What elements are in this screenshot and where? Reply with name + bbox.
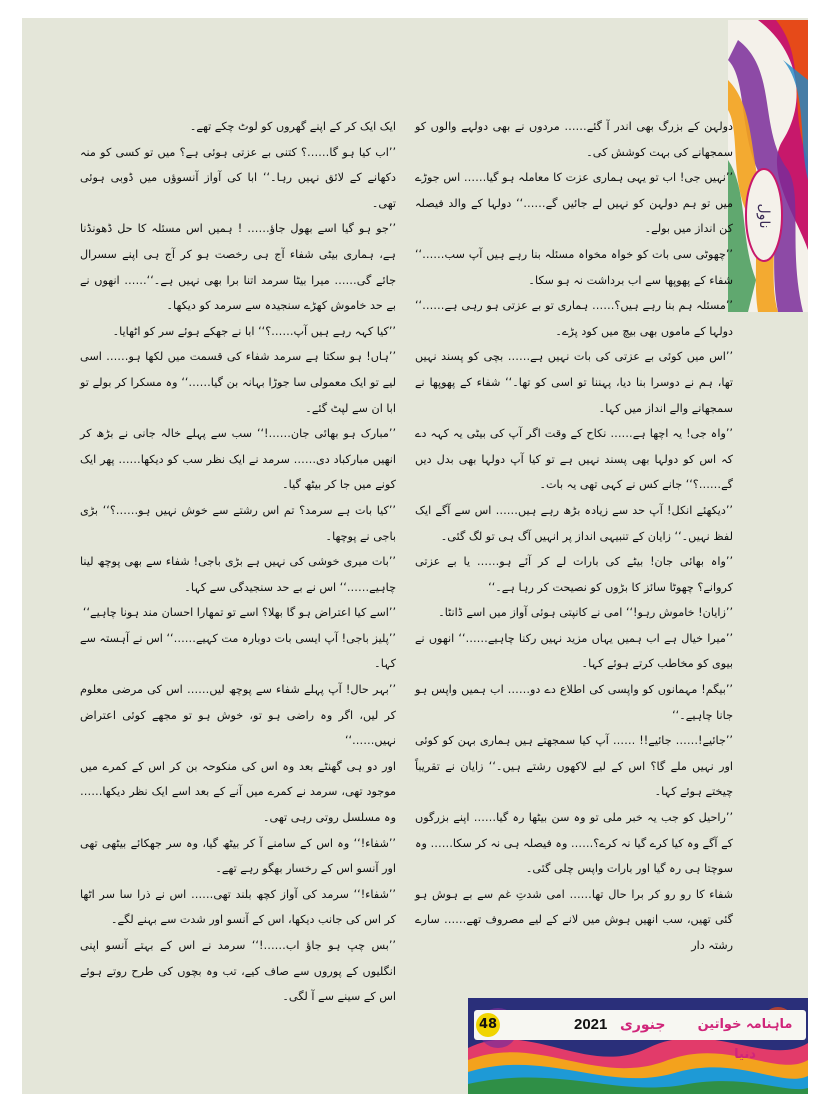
- paragraph: ’’مبارک ہو بھائی جان……!‘‘ سب سے پہلے خالہ جانی نے بڑھ کر انھیں مبارکباد دی…… سرمد نے ایک نظر سب کو دیکھا…… پھر ایک کونے میں جا کر بیٹھ گیا۔: [80, 427, 396, 492]
- paragraph: ’’جائیے!…… جائیے!! …… آپ کیا سمجھتے ہیں ہماری بہن کو کوئی اور نہیں ملے گا؟ اس کے لیے لاکھوں رشتے ہیں۔‘‘ زایان نے تقریباً چیختے ہوئے کہا۔: [415, 734, 733, 799]
- paragraph: ’’اب کیا ہو گا……؟ کتنی بے عزتی ہوئی ہے؟ میں تو کسی کو منہ دکھانے کے لائق نہیں رہا۔‘‘ ابا کی آواز آنسوؤں میں ڈوبی ہوئی تھی۔: [80, 145, 396, 210]
- paragraph: شفاء کا رو رو کر برا حال تھا…… امی شدتِ غم سے بے ہوش ہو گئی تھیں، سب انھیں ہوش میں لانے کے لیے مصروف تھے…… سارے رشتہ دار: [415, 887, 733, 952]
- paragraph: ’’اس میں کوئی بے عزتی کی بات نہیں ہے…… بچی کو پسند نہیں تھا، ہم نے دوسرا بنا دیا، پہننا تو اسی کو تھا۔‘‘ شفاء کے پھوپھا نے سمجھانے والے انداز میں کہا۔: [415, 350, 733, 415]
- paragraph: ’’شفاء!‘‘ وہ اس کے سامنے آ کر بیٹھ گیا، وہ سر جھکائے بیٹھی تھی اور آنسو اس کے رخسار بھگو رہے تھے۔: [80, 836, 396, 876]
- paragraph: ’’شفاء!‘‘ سرمد کی آواز کچھ بلند تھی…… اس نے ذرا سا سر اٹھا کر اس کی جانب دیکھا، اس کے آنسو اور شدت سے بہنے لگے۔: [80, 887, 396, 927]
- issue-year: 2021: [574, 1016, 608, 1033]
- paragraph: ’’واہ بھائی جان! بیٹے کی بارات لے کر آئے ہو…… یا بے عزتی کروانے؟ چھوٹا سائز کا بڑوں کو نصیحت کر رہا ہے۔‘‘: [415, 555, 733, 594]
- paragraph: ایک ایک کر کے اپنے گھروں کو لوٹ چکے تھے۔: [189, 120, 396, 133]
- paragraph: ’’ہاں! ہو سکتا ہے سرمد شفاء کی قسمت میں لکھا ہو…… اسی لیے تو ایک معمولی سا جوڑا بہانہ بن گیا……‘‘ وہ مسکرا کر بولے تو ابا ان سے لپٹ گئے۔: [80, 350, 396, 415]
- paragraph: ’’کیا کہہ رہے ہیں آپ……؟‘‘ ابا نے جھکے ہوئے سر کو اٹھایا۔: [112, 324, 396, 338]
- paragraph: ’’بات میری خوشی کی نہیں ہے بڑی باجی! شفاء سے بھی پوچھ لینا چاہیے……‘‘ اس نے بے حد سنجیدگی سے کہا۔: [80, 555, 396, 594]
- paragraph: ’’جو ہو گیا اسے بھول جاؤ…… ! ہمیں اس مسئلہ کا حل ڈھونڈنا ہے، ہماری بیٹی شفاء آج ہی رخصت ہو کر آج ہی اپنے سسرال جائے گی…… میرا بیٹا سرمد اتنا برا بھی نہیں ہے۔‘‘…… انھوں نے بے حد خاموش کھڑے سنجیدہ سے سرمد کو دیکھا۔: [80, 222, 396, 313]
- footer-bar: [474, 1010, 806, 1062]
- banner-label: ناول: [756, 203, 772, 229]
- paragraph: اور دو ہی گھنٹے بعد وہ اس کی منکوحہ بن کر اس کے کمرے میں موجود تھی، سرمد نے کمرے میں آنے کے بعد اسے ایک نظر دیکھا…… وہ مسلسل روتی رہی تھی۔: [80, 759, 396, 825]
- paragraph: ’’واہ جی! یہ اچھا ہے…… نکاح کے وقت اگر آپ کی بیٹی یہ کہہ دے کہ اس کو دولہا بھی پسند نہیں ہے تو کیا آپ دولہا بھی بدل دیں گے……؟‘‘ جانے کس نے کہی تھی یہ بات۔: [415, 427, 733, 492]
- paragraph: ’’بس چپ ہو جاؤ اب……!‘‘ سرمد نے اس کے بہتے آنسو اپنی انگلیوں کے پوروں سے صاف کیے، تب وہ بچوں کی طرح روتے ہوئے اس کے سینے سے آ لگی۔: [80, 939, 396, 1004]
- issue-month: جنوری: [620, 1017, 666, 1033]
- magazine-page: [22, 18, 808, 1094]
- section-banner: [728, 20, 808, 312]
- paragraph: ’’بہر حال! آپ پہلے شفاء سے پوچھ لیں…… اس کی مرضی معلوم کر لیں، اگر وہ راضی ہو تو، خوش ہو تو مجھے کوئی اعتراض نہیں……‘‘: [80, 683, 396, 748]
- paragraph: ’’نہیں جی! اب تو یہی ہماری عزت کا معاملہ ہو گیا…… اس جوڑے میں تو ہم دولہن کو نہیں لے جائیں گے……‘‘ دولہا کے والد فیصلہ کن انداز میں بولے۔: [415, 171, 733, 236]
- paragraph: ’’بیگم! مہمانوں کو واپسی کی اطلاع دے دو…… اب ہمیں واپس ہو جانا چاہیے۔‘‘: [415, 683, 733, 722]
- paragraph: ’’دیکھئے انکل! آپ حد سے زیادہ بڑھ رہے ہیں…… اس سے آگے ایک لفظ نہیں۔‘‘ زایان کے تنبیہی انداز پر انہیں آگ ہی تو لگ گئی۔: [415, 503, 733, 543]
- paragraph: ’’کیا بات ہے سرمد؟ تم اس رشتے سے خوش نہیں ہو……؟‘‘ بڑی باجی نے پوچھا۔: [80, 503, 396, 543]
- banner-art: [728, 20, 808, 312]
- paragraph: ’’زایان! خاموش رہو!‘‘ امی نے کانپتی ہوئی آواز میں اسے ڈانٹا۔: [438, 606, 733, 620]
- paragraph: ’’مسئلہ ہم بنا رہے ہیں؟…… ہماری تو بے عزتی ہو رہی ہے……‘‘ دولہا کے ماموں بھی بیچ میں کود پڑے۔: [415, 299, 733, 338]
- paragraph: ’’میرا خیال ہے اب ہمیں یہاں مزید نہیں رکنا چاہیے……‘‘ انھوں نے بیوی کو مخاطب کرتے ہوئے کہا۔: [415, 631, 733, 671]
- magazine-name: ماہنامہ خواتین دنیا: [697, 1017, 793, 1062]
- text-column-right: [415, 114, 733, 959]
- paragraph: ’’اسے کیا اعتراض ہو گا بھلا؟ اسے تو تمھارا احسان مند ہونا چاہیے‘‘: [82, 606, 396, 620]
- paragraph: ’’راحیل کو جب یہ خبر ملی تو وہ سن بیٹھا رہ گیا…… اپنے بزرگوں کے آگے وہ کیا کرے گیا نہ کرے؟…… وہ فیصلہ ہی نہ کر سکا…… وہ سوچتا ہی رہ گیا اور بارات واپس چلی گئی۔: [415, 811, 733, 876]
- text-column-left: [80, 114, 396, 1010]
- paragraph: دولہن کے بزرگ بھی اندر آ گئے…… مردوں نے بھی دولہے والوں کو سمجھانے کی بہت کوشش کی۔: [415, 120, 733, 159]
- paragraph: ’’پلیز باجی! آپ ایسی بات دوبارہ مت کہیے……‘‘ اس نے آہستہ سے کہا۔: [80, 631, 396, 671]
- paragraph: ’’چھوٹی سی بات کو خواہ مخواہ مسئلہ بنا رہے ہیں آپ سب……‘‘ شفاء کے پھوپھا سے اب برداشت نہ ہو سکا۔: [415, 247, 733, 287]
- page-number-badge: 48: [476, 1013, 500, 1037]
